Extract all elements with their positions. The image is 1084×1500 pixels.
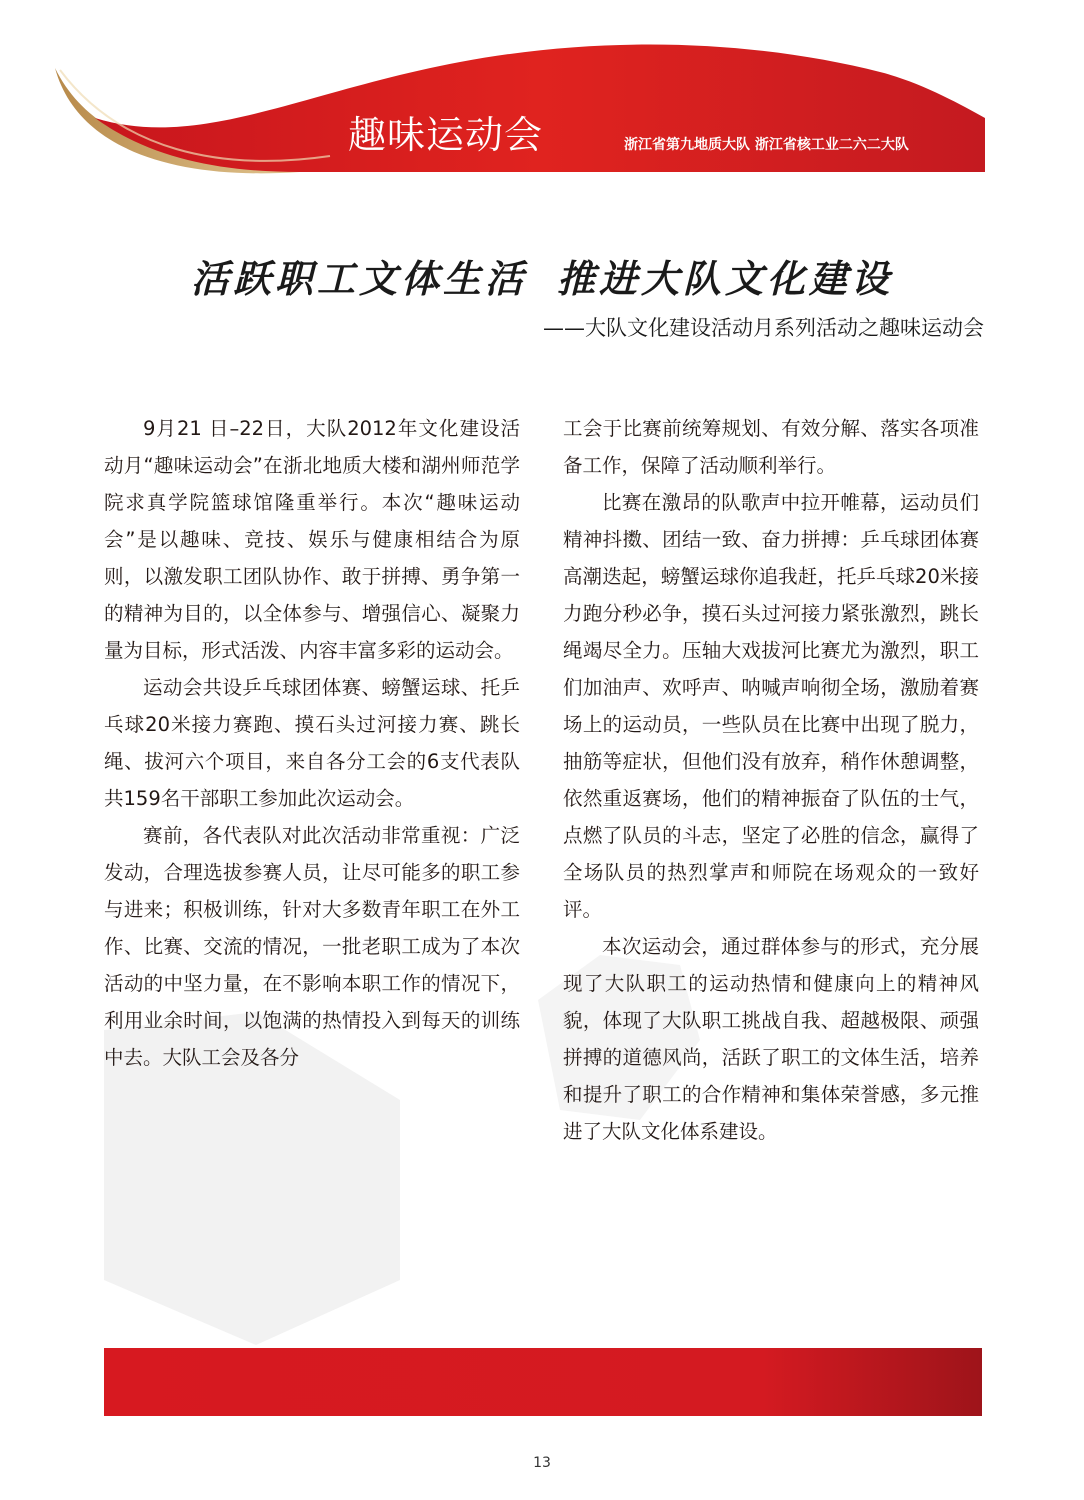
paragraph: 比赛在激昂的队歌声中拉开帷幕，运动员们精神抖擞、团结一致、奋力拼搏：乒乓球团体赛高潮迭起，螃蟹运球你追我赶，托乒乓球20米接力跑分秒必争，摸石头过河接力紧张激烈，跳长绳竭尽全力。压轴大戏拔河比赛尤为激烈，职工们加油声、欢呼声、呐喊声响彻全场，激励着赛场上的运动员，一些队员在比赛中出现了脱力，抽筋等症状，但他们没有放弃，稍作休憩调整，依然重返赛场，他们的精神振奋了队伍的士气，点燃了队员的斗志，坚定了必胜的信念，赢得了全场队员的热烈掌声和师院在场观众的一致好评。 bbox=[563, 491, 979, 921]
section-title: 趣味运动会 bbox=[348, 113, 544, 157]
article-title-part1: 活跃职工文体生活 bbox=[190, 256, 527, 301]
organization-names: 浙江省第九地质大队 浙江省核工业二六二大队 bbox=[624, 137, 909, 153]
paragraph: 本次运动会，通过群体参与的形式，充分展现了大队职工的运动热情和健康向上的精神风貌，体现了大队职工挑战自我、超越极限、顽强拼搏的道德风尚，活跃了职工的文体生活，培养和提升了职工的合作精神和集体荣誉感，多元推进了大队文化体系建设。 bbox=[563, 935, 979, 1143]
article-title-part2: 推进大队文化建设 bbox=[557, 256, 894, 301]
paragraph: 9月21 日–22日，大队2012年文化建设活动月“趣味运动会”在浙北地质大楼和湖州师范学院求真学院篮球馆隆重举行。本次“趣味运动会”是以趣味、竞技、娱乐与健康相结合为原则，以激发职工团队协作、敢于拼搏、勇争第一的精神为目的，以全体参与、增强信心、凝聚力量为目标，形式活泼、内容丰富多彩的运动会。 bbox=[104, 417, 520, 662]
right-column bbox=[563, 410, 979, 1150]
paragraph: 赛前，各代表队对此次活动非常重视：广泛发动，合理选拔参赛人员，让尽可能多的职工参与进来；积极训练，针对大多数青年职工在外工作、比赛、交流的情况，一批老职工成为了本次活动的中坚力量，在不影响本职工作的情况下，利用业余时间，以饱满的热情投入到每天的训练中去。大队工会及各分 bbox=[104, 824, 520, 1069]
left-column bbox=[104, 410, 520, 1076]
footer-red-bar bbox=[104, 1348, 982, 1416]
article-title bbox=[0, 248, 1084, 303]
article-subtitle: ——大队文化建设活动月系列活动之趣味运动会 bbox=[543, 316, 984, 340]
page-number: 13 bbox=[533, 1455, 551, 1471]
paragraph: 运动会共设乒乓球团体赛、螃蟹运球、托乒乓球20米接力赛跑、摸石头过河接力赛、跳长绳、拔河六个项目，来自各分工会的6支代表队共159名干部职工参加此次运动会。 bbox=[104, 676, 520, 810]
paragraph-continued: 工会于比赛前统筹规划、有效分解、落实各项准备工作，保障了活动顺利举行。 bbox=[563, 417, 979, 477]
